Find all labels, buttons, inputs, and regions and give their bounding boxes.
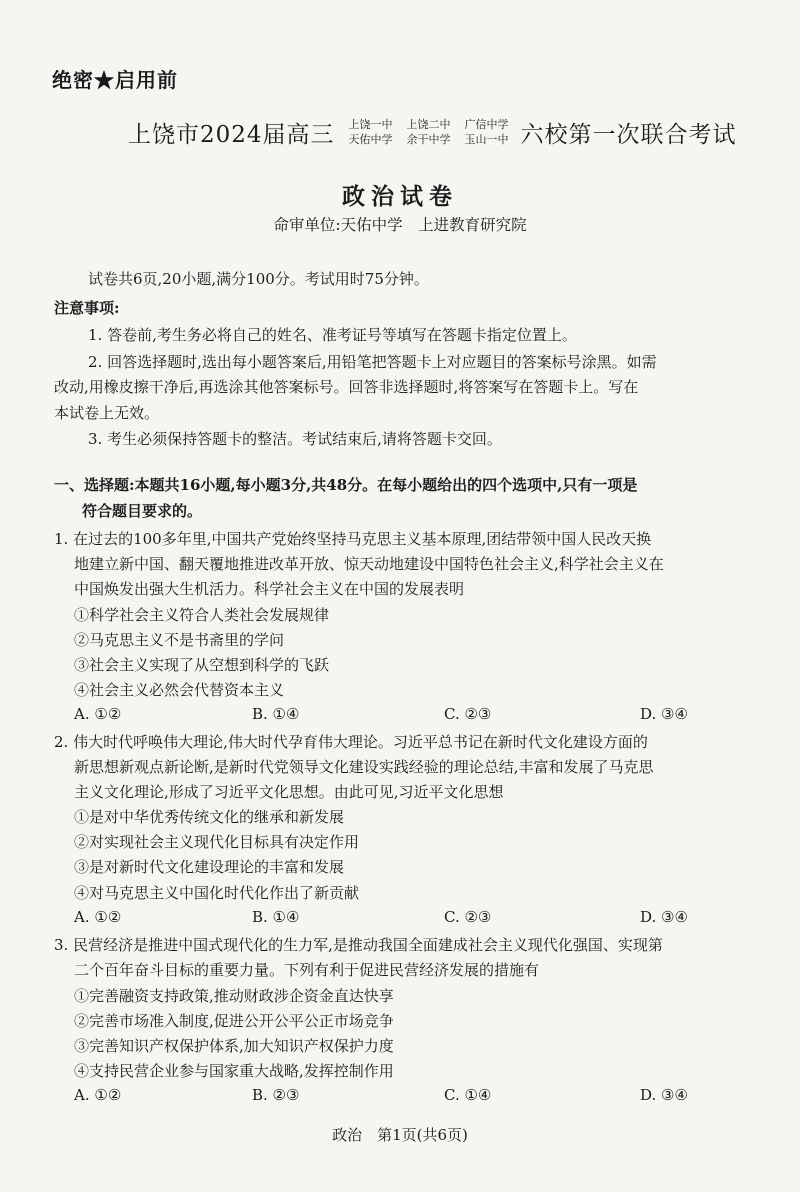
- section-heading: 一、选择题:本题共16小题,每小题3分,共48分。在每小题给出的四个选项中,只有一项是: [54, 476, 638, 494]
- option-d: D. ③④: [640, 1086, 688, 1104]
- school-name: 余干中学: [406, 133, 451, 146]
- question-stem: 主义文化理论,形成了习近平文化思想。由此可见,习近平文化思想: [74, 783, 504, 801]
- question-stem: 1. 在过去的100多年里,中国共产党始终坚持马克思主义基本原理,团结带领中国人民改天换: [54, 530, 652, 548]
- question-stem: 中国焕发出强大生机活力。科学社会主义在中国的发展表明: [74, 580, 465, 598]
- option-d: D. ③④: [640, 908, 688, 926]
- question-item: ③是对新时代文化建设理论的丰富和发展: [74, 858, 345, 876]
- option-c: C. ①④: [444, 1086, 492, 1104]
- school-name: 广信中学: [464, 118, 509, 131]
- option-a: A. ①②: [74, 1086, 122, 1104]
- question-item: ④社会主义必然会代替资本主义: [74, 681, 285, 699]
- option-b: B. ①④: [252, 908, 300, 926]
- exam-summary: 试卷共6页,20小题,满分100分。考试用时75分钟。: [88, 270, 429, 288]
- option-b: B. ①④: [252, 705, 300, 723]
- question-stem: 地建立新中国、翻天覆地推进改革开放、惊天动地建设中国特色社会主义,科学社会主义在: [74, 555, 664, 573]
- secret-label: 绝密★启用前: [52, 68, 178, 92]
- option-d: D. ③④: [640, 705, 688, 723]
- page-footer: 政治 第1页(共6页): [332, 1126, 468, 1144]
- notice-title: 注意事项:: [54, 299, 120, 317]
- option-c: C. ②③: [444, 908, 492, 926]
- question-item: ④支持民营企业参与国家重大战略,发挥控制作用: [74, 1062, 394, 1080]
- question-item: ①完善融资支持政策,推动财政涉企资金直达快享: [74, 987, 394, 1005]
- question-stem: 3. 民营经济是推进中国式现代化的生力军,是推动我国全面建成社会主义现代化强国、实现第: [54, 936, 663, 954]
- school-name: 玉山一中: [464, 133, 509, 146]
- school-name: 上饶二中: [406, 118, 451, 131]
- notice-item: 3. 考生必须保持答题卡的整洁。考试结束后,请将答题卡交回。: [88, 430, 502, 448]
- question-stem: 2. 伟大时代呼唤伟大理论,伟大时代孕育伟大理论。习近平总书记在新时代文化建设方面的: [54, 733, 648, 751]
- question-stem: 二个百年奋斗目标的重要力量。下列有利于促进民营经济发展的措施有: [74, 961, 540, 979]
- option-a: A. ①②: [74, 705, 122, 723]
- exam-title: [128, 110, 737, 154]
- option-b: B. ②③: [252, 1086, 300, 1104]
- title-suffix: 六校第一次联合考试: [520, 121, 737, 148]
- school-name: 上饶一中: [348, 118, 393, 131]
- question-item: ②对实现社会主义现代化目标具有决定作用: [74, 833, 360, 851]
- question-item: ④对马克思主义中国化时代化作出了新贡献: [74, 884, 360, 902]
- question-item: ①科学社会主义符合人类社会发展规律: [74, 606, 330, 624]
- question-item: ②完善市场准入制度,促进公开公平公正市场竞争: [74, 1012, 394, 1030]
- notice-item: 本试卷上无效。: [54, 404, 160, 422]
- question-item: ①是对中华优秀传统文化的继承和新发展: [74, 808, 345, 826]
- question-item: ③完善知识产权保护体系,加大知识产权保护力度: [74, 1037, 394, 1055]
- school-list: [349, 118, 509, 146]
- option-a: A. ①②: [74, 908, 122, 926]
- notice-item: 改动,用橡皮擦干净后,再选涂其他答案标号。回答非选择题时,将答案写在答题卡上。写在: [54, 378, 639, 396]
- notice-item: 2. 回答选择题时,选出每小题答案后,用铅笔把答题卡上对应题目的答案标号涂黑。如需: [88, 353, 657, 371]
- question-item: ②马克思主义不是书斋里的学问: [74, 631, 285, 649]
- question-stem: 新思想新观点新论断,是新时代党领导文化建设实践经验的理论总结,丰富和发展了马克思: [74, 758, 654, 776]
- section-heading: 符合题目要求的。: [82, 502, 203, 520]
- title-prefix: 上饶市2024届高三: [128, 121, 335, 148]
- notice-item: 1. 答卷前,考生务必将自己的姓名、准考证号等填写在答题卡指定位置上。: [88, 326, 577, 344]
- option-c: C. ②③: [444, 705, 492, 723]
- exam-unit: 命审单位:天佑中学 上进教育研究院: [273, 216, 527, 234]
- school-name: 天佑中学: [348, 133, 393, 146]
- subject-title: 政治试卷: [342, 183, 458, 210]
- question-item: ③社会主义实现了从空想到科学的飞跃: [74, 656, 330, 674]
